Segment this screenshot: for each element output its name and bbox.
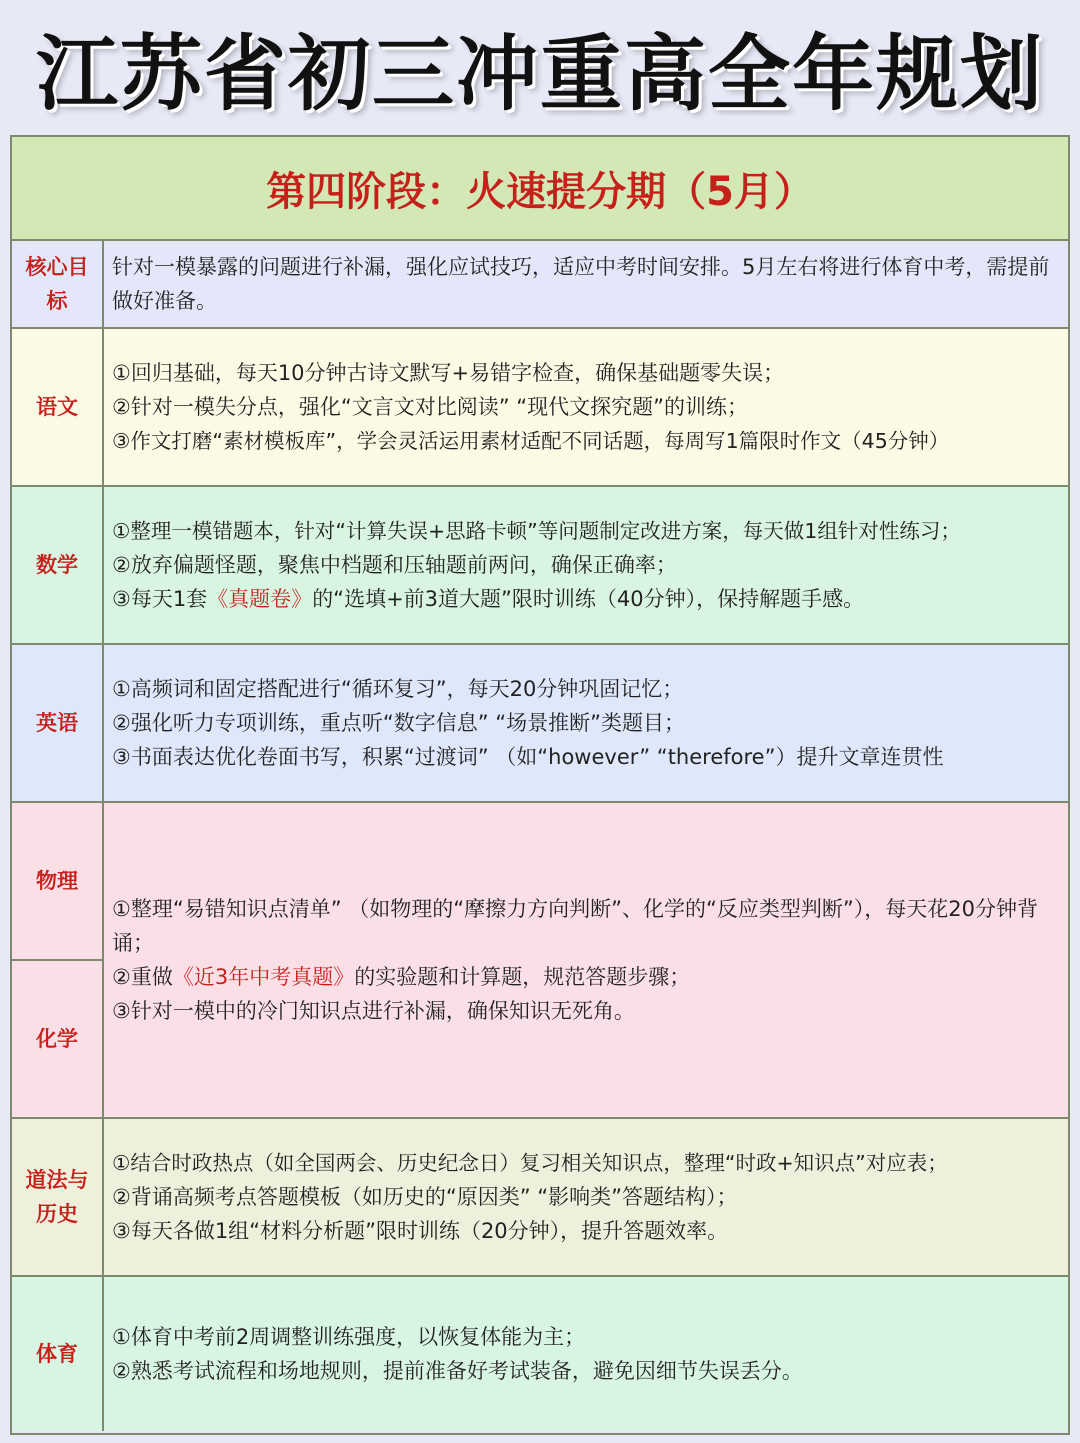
plan-table <box>10 135 1070 1435</box>
row-content-physics-chemistry <box>104 803 1068 1117</box>
list-item: ①回归基础，每天10分钟古诗文默写+易错字检查，确保基础题零失误； <box>112 361 785 385</box>
row-label-chinese: 语文 <box>12 329 104 485</box>
list-item: ②背诵高频考点答题模板（如历史的“原因类” “影响类”答题结构）； <box>112 1185 738 1209</box>
row-label-civics-history: 道法与历史 <box>12 1119 104 1275</box>
row-content-math <box>104 487 1068 643</box>
row-physics-chemistry <box>12 803 1068 1119</box>
list-item: ②放弃偏题怪题，聚焦中档题和压轴题前两问，确保正确率； <box>112 553 677 577</box>
list-item: ②熟悉考试流程和场地规则，提前准备好考试装备，避免因细节失误丢分。 <box>112 1359 803 1383</box>
list-item: ③书面表达优化卷面书写，积累“过渡词” （如“however” “therefore”）提升文章连贯性 <box>112 745 944 769</box>
list-item: ①体育中考前2周调整训练强度，以恢复体能为主； <box>112 1325 586 1349</box>
math-line3-pre: ③每天1套 <box>112 587 208 611</box>
row-content-civics-history <box>104 1119 1068 1275</box>
list-item <box>112 960 1056 994</box>
row-chinese <box>12 329 1068 487</box>
row-content-pe <box>104 1277 1068 1431</box>
list-item: ③作文打磨“素材模板库”，学会灵活运用素材适配不同话题，每周写1篇限时作文（45分钟） <box>112 429 950 453</box>
row-math <box>12 487 1068 645</box>
row-label-math: 数学 <box>12 487 104 643</box>
list-item: ③针对一模中的冷门知识点进行补漏，确保知识无死角。 <box>112 999 635 1023</box>
row-label-physics-chemistry <box>12 803 104 1117</box>
highlight-book-title: 《真题卷》 <box>207 587 313 611</box>
list-item: ②强化听力专项训练，重点听“数字信息” “场景推断”类题目； <box>112 711 686 735</box>
page-title: 江苏省初三冲重高全年规划 <box>35 27 1044 122</box>
row-label-chemistry: 化学 <box>12 959 102 1117</box>
sci-line2-post: 的实验题和计算题，规范答题步骤； <box>354 965 691 989</box>
row-english <box>12 645 1068 803</box>
row-core-goal <box>12 241 1068 329</box>
row-pe <box>12 1277 1068 1431</box>
core-goal-text: 针对一模暴露的问题进行补漏，强化应试技巧，适应中考时间安排。5月左右将进行体育中考，需提前做好准备。 <box>112 255 1050 313</box>
row-civics-history <box>12 1119 1068 1277</box>
row-label-core-goal: 核心目标 <box>12 241 104 327</box>
row-content-english <box>104 645 1068 801</box>
list-item: ③每天各做1组“材料分析题”限时训练（20分钟），提升答题效率。 <box>112 1219 729 1243</box>
highlight-exam-title: 《近3年中考真题》 <box>172 965 355 989</box>
row-content-core-goal <box>104 241 1068 327</box>
math-line3-post: 的“选填+前3道大题”限时训练（40分钟），保持解题手感。 <box>312 587 865 611</box>
row-label-pe: 体育 <box>12 1277 104 1431</box>
sci-line2-pre: ②重做 <box>112 965 173 989</box>
list-item: ①整理一模错题本，针对“计算失误+思路卡顿”等问题制定改进方案，每天做1组针对性练习； <box>112 519 961 543</box>
row-label-physics: 物理 <box>36 869 78 893</box>
list-item: ①结合时政热点（如全国两会、历史纪念日）复习相关知识点，整理“时政+知识点”对应表； <box>112 1151 948 1175</box>
list-item <box>112 582 1056 616</box>
list-item: ①高频词和固定搭配进行“循环复习”，每天20分钟巩固记忆； <box>112 677 684 701</box>
list-item: ①整理“易错知识点清单” （如物理的“摩擦力方向判断”、化学的“反应类型判断”），每天花20分钟背诵； <box>112 897 1038 955</box>
stage-title: 第四阶段：火速提分期（5月） <box>12 137 1068 241</box>
row-label-english: 英语 <box>12 645 104 801</box>
row-content-chinese <box>104 329 1068 485</box>
list-item: ②针对一模失分点，强化“文言文对比阅读” “现代文探究题”的训练； <box>112 395 749 419</box>
